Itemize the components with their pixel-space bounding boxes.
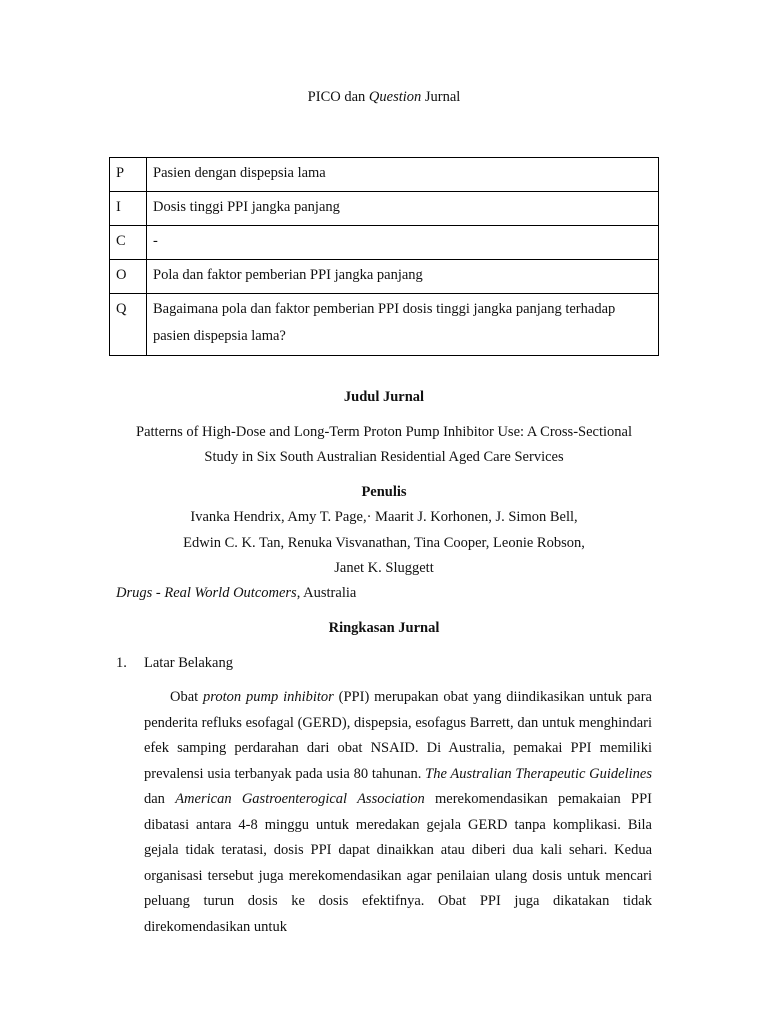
pico-key: O: [110, 260, 147, 294]
pico-value: -: [147, 226, 659, 260]
pico-key: Q: [110, 294, 147, 356]
title-text: PICO dan: [307, 89, 369, 105]
table-row: [110, 226, 659, 260]
table-row: [110, 192, 659, 226]
paragraph-italic: The Australian Therapeutic Guidelines: [425, 765, 652, 782]
pico-value: Pasien dengan dispepsia lama: [147, 158, 659, 192]
ringkasan-heading: Ringkasan Jurnal: [328, 620, 440, 636]
pico-value: Pola dan faktor pemberian PPI jangka panjang: [147, 260, 659, 294]
page-title: [0, 86, 768, 108]
paragraph-text: merekomendasikan pemakaian PPI dibatasi antara 4-8 minggu untuk meredakan gejala GERD tanpa komplikasi. Bila gejala tidak teratasi, dosis PPI dapat dinaikkan atau diberi dua kali sehari. Kedua organisasi tersebut juga merekomendasikan agar penilaian ulang dosis untuk mencari peluang turun dosis ke dosis efektifnya. Obat PPI juga dikatakan tidak direkomendasikan untuk: [144, 791, 652, 935]
journal-source: [116, 582, 356, 604]
section-title: Latar Belakang: [144, 655, 233, 671]
pico-key: P: [110, 158, 147, 192]
list-number: 1.: [116, 655, 127, 671]
journal-location: , Australia: [296, 585, 357, 601]
pico-value: Dosis tinggi PPI jangka panjang: [147, 192, 659, 226]
latar-belakang-paragraph: [144, 685, 652, 940]
title-text-end: Jurnal: [421, 89, 461, 105]
penulis-line-3: Janet K. Sluggett: [334, 560, 434, 576]
judul-line-1: Patterns of High-Dose and Long-Term Proton Pump Inhibitor Use: A Cross-Sectional: [136, 424, 632, 440]
penulis-line-2: Edwin C. K. Tan, Renuka Visvanathan, Tina Cooper, Leonie Robson,: [183, 535, 585, 551]
journal-name: Drugs - Real World Outcomers: [116, 585, 297, 601]
table-row: [110, 294, 659, 356]
judul-line-2: Study in Six South Australian Residential Aged Care Services: [204, 449, 564, 465]
pico-value: Bagaimana pola dan faktor pemberian PPI dosis tinggi jangka panjang terhadap pasien dispepsia lama?: [147, 294, 659, 356]
penulis-heading: Penulis: [361, 484, 407, 500]
paragraph-italic: proton pump inhibitor: [203, 689, 334, 705]
table-row: [110, 158, 659, 192]
penulis-line-1: Ivanka Hendrix, Amy T. Page,· Maarit J. Korhonen, J. Simon Bell,: [190, 509, 578, 525]
paragraph-body: [144, 685, 652, 940]
pico-key: I: [110, 192, 147, 226]
paragraph-italic: American Gastroenterogical Association: [175, 791, 425, 807]
paragraph-text: dan: [144, 791, 176, 807]
pico-key: C: [110, 226, 147, 260]
judul-heading: Judul Jurnal: [343, 389, 425, 405]
table-row: [110, 260, 659, 294]
pico-table: [109, 157, 659, 356]
paragraph-text: Obat: [170, 689, 204, 705]
paragraph-text: (PPI) merupakan obat yang diindikasikan untuk para penderita refluks esofagal (GERD), dispepsia, esofagus Barrett, dan untuk menghindari efek samping perdarahan dari obat NSAID. Di Australia, pemakai PPI memiliki prevalensi usia terbanyak pada usia 80 tahunan.: [144, 689, 652, 782]
title-italic-text: Question: [368, 89, 422, 105]
